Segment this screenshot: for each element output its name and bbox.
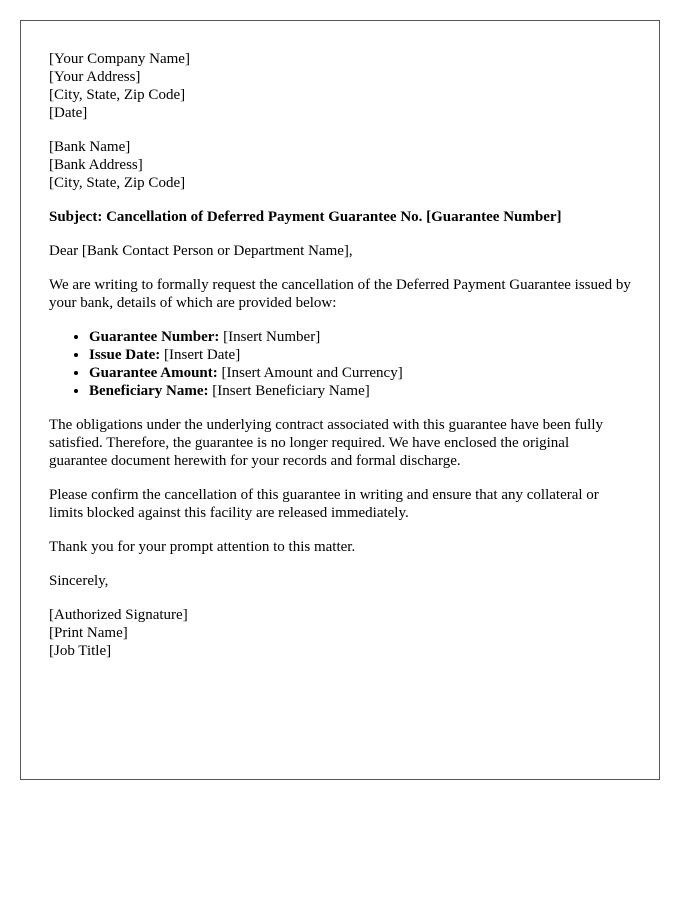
subject-line: Subject: Cancellation of Deferred Payment Guarantee No. [Guarantee Number]: [49, 209, 562, 225]
letter-page: [20, 20, 660, 780]
print-name: [Print Name]: [49, 625, 128, 641]
sender-company: [Your Company Name]: [49, 51, 190, 67]
recipient-block: [49, 138, 631, 192]
detail-value: [Insert Number]: [219, 329, 321, 345]
obligations-paragraph: The obligations under the underlying contract associated with this guarantee have been fully satisfied. Therefore, the guarantee is no longer required. We have enclosed the original guarantee document herewith for your records and formal discharge.: [49, 417, 603, 469]
sender-city-state-zip: [City, State, Zip Code]: [49, 87, 186, 103]
detail-label: Guarantee Amount:: [89, 365, 218, 381]
authorized-signature: [Authorized Signature]: [49, 607, 188, 623]
intro-paragraph: We are writing to formally request the cancellation of the Deferred Payment Guarantee issued by your bank, details of which are provided below:: [49, 277, 631, 311]
detail-value: [Insert Amount and Currency]: [217, 365, 403, 381]
recipient-bank-name: [Bank Name]: [49, 139, 131, 155]
thanks-paragraph: Thank you for your prompt attention to this matter.: [49, 539, 356, 555]
guarantee-details-list: [49, 328, 631, 400]
salutation: Dear [Bank Contact Person or Department Name],: [49, 243, 353, 259]
detail-guarantee-number: [89, 328, 631, 346]
recipient-bank-address: [Bank Address]: [49, 157, 143, 173]
detail-label: Issue Date:: [89, 347, 161, 363]
detail-guarantee-amount: [89, 364, 631, 382]
confirm-paragraph: Please confirm the cancellation of this guarantee in writing and ensure that any collateral or limits blocked against this facility are released immediately.: [49, 487, 599, 521]
recipient-city-state-zip: [City, State, Zip Code]: [49, 175, 186, 191]
closing: Sincerely,: [49, 573, 109, 589]
sender-address: [Your Address]: [49, 69, 141, 85]
detail-issue-date: [89, 346, 631, 364]
detail-label: Guarantee Number:: [89, 329, 220, 345]
detail-value: [Insert Date]: [160, 347, 241, 363]
detail-beneficiary-name: [89, 382, 631, 400]
signature-block: [49, 606, 631, 660]
job-title: [Job Title]: [49, 643, 112, 659]
letter-date: [Date]: [49, 105, 88, 121]
sender-block: [49, 50, 631, 122]
detail-value: [Insert Beneficiary Name]: [208, 383, 370, 399]
detail-label: Beneficiary Name:: [89, 383, 209, 399]
